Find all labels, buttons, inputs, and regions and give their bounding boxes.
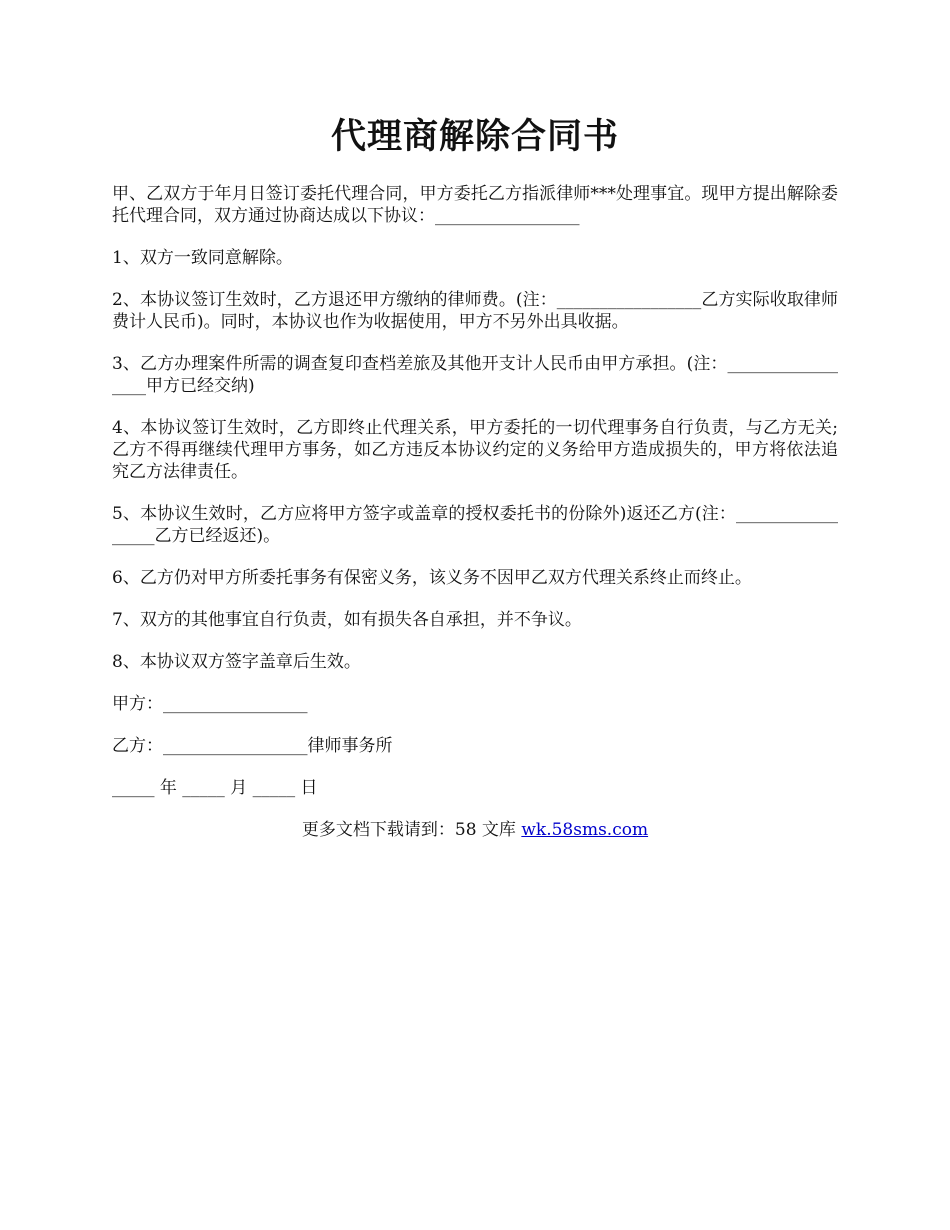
intro-paragraph: 甲、乙双方于年月日签订委托代理合同，甲方委托乙方指派律师***处理事宜。现甲方提出解除委托代理合同，双方通过协商达成以下协议：_________________ bbox=[112, 184, 838, 226]
clause-6: 6、乙方仍对甲方所委托事务有保密义务，该义务不因甲乙双方代理关系终止而终止。 bbox=[112, 568, 752, 588]
date-line: _____ 年 _____ 月 _____ 日 bbox=[112, 778, 318, 798]
footer-link[interactable]: wk.58sms.com bbox=[521, 820, 649, 840]
document-page bbox=[112, 0, 838, 858]
clause-2: 2、本协议签订生效时，乙方退还甲方缴纳的律师费。(注：_________________乙方实际收取律师费计人民币)。同时，本协议也作为收据使用，甲方不另外出具收据。 bbox=[112, 290, 838, 332]
footer-text: 更多文档下载请到：58 文库 bbox=[301, 820, 522, 840]
party-a-signature-line: 甲方：_________________ bbox=[112, 694, 308, 714]
clause-1: 1、双方一致同意解除。 bbox=[112, 248, 293, 268]
clause-7: 7、双方的其他事宜自行负责，如有损失各自承担，并不争议。 bbox=[112, 610, 582, 630]
clause-3: 3、乙方办理案件所需的调查复印查档差旅及其他开支计人民币由甲方承担。(注：_________________甲方已经交纳) bbox=[112, 354, 838, 396]
party-b-signature-line: 乙方：_________________律师事务所 bbox=[112, 736, 393, 756]
footer-note bbox=[112, 819, 838, 841]
clause-5: 5、本协议生效时，乙方应将甲方签字或盖章的授权委托书的份除外)返还乙方(注：_________________乙方已经返还)。 bbox=[112, 504, 838, 546]
clause-4: 4、本协议签订生效时，乙方即终止代理关系，甲方委托的一切代理事务自行负责，与乙方无关;乙方不得再继续代理甲方事务，如乙方违反本协议约定的义务给甲方造成损失的，甲方将依法追究乙方法律责任。 bbox=[112, 418, 838, 482]
document-title: 代理商解除合同书 bbox=[330, 116, 619, 157]
clause-8: 8、本协议双方签字盖章后生效。 bbox=[112, 652, 361, 672]
